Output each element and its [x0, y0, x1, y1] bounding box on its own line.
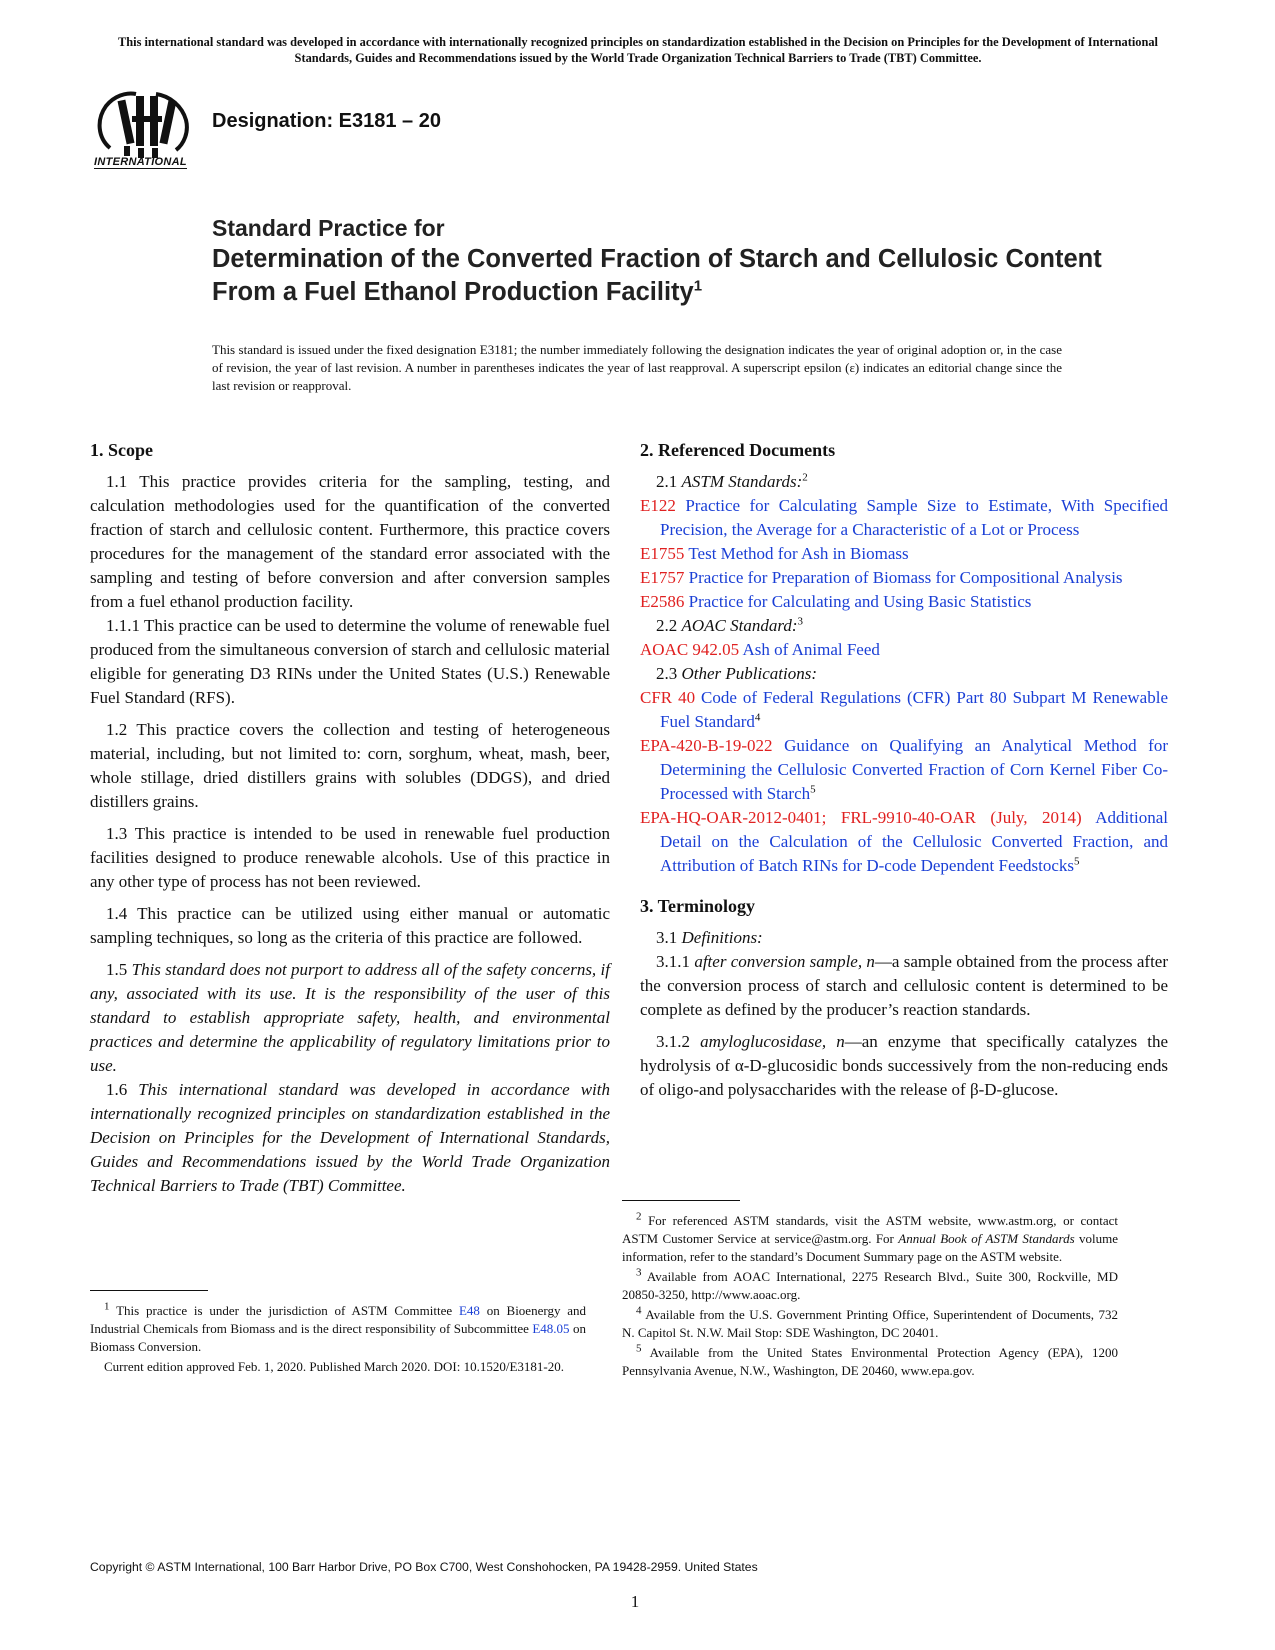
reference-footnote: 5: [1074, 855, 1080, 868]
para-1-2: 1.2 This practice covers the collection and testing of heterogeneous material, including, but not limited to: corn, sorghum, wheat, mash, beer, whole stillage, dried distillers grains with solubles (DDGS), and dried distillers grains.: [90, 720, 610, 811]
other-publications-intro: [640, 662, 1168, 686]
definitions-label: Definitions:: [681, 928, 763, 947]
edition-note: Current edition approved Feb. 1, 2020. Published March 2020. DOI: 10.1520/E3181-20.: [104, 1359, 564, 1374]
aoac-standard-intro: [640, 614, 1168, 638]
astm-intro-footnote: 2: [802, 471, 808, 484]
footnote-1: [90, 1302, 586, 1356]
footnotes-left: [90, 1302, 586, 1378]
issue-note: This standard is issued under the fixed designation E3181; the number immediately following the designation indicates the year of original adoption or, in the case of revision, the year of last revision. A number in parentheses indicates the year of last reapproval. A superscript epsilon (ε) indicates an editorial change since the last revision or reapproval.: [212, 342, 1062, 393]
title-line-2: [212, 243, 1112, 309]
reference-footnote: 4: [754, 711, 761, 724]
reference-code[interactable]: E1755: [640, 544, 685, 563]
section-heading-terminology: 3. Terminology: [640, 896, 756, 916]
footnote-mark: 1: [104, 1300, 110, 1313]
term-definition: —an enzyme that specifically catalyzes the hydrolysis of α-D-glucosidic bonds successively from the non-reducing ends of oligo-and polysaccharides with the release of β-D-glucose.: [640, 1032, 1168, 1099]
para-1-5: [90, 958, 610, 1078]
document-title: [212, 213, 1112, 309]
footnote-text: Available from AOAC International, 2275 Research Blvd., Suite 300, Rockville, MD 20850-3250, http://www.aoac.org.: [622, 1269, 1118, 1302]
footnote-text: Available from the United States Environmental Protection Agency (EPA), 1200 Pennsylvania Avenue, N.W., Washington, DE 20460, www.epa.gov.: [622, 1345, 1118, 1378]
top-notice: This international standard was developed in accordance with internationally recognized principles on standardization established in the Decision on Principles for the Development of International Standards, Guides and Recommendations issued by the World Trade Organization Technical Barriers to Trade (TBT) Committee.: [117, 35, 1159, 65]
left-column: [90, 438, 610, 1206]
reference-title[interactable]: Guidance on Qualifying an Analytical Method for Determining the Cellulosic Converted Fraction of Corn Kernel Fiber Co-Processed with Starch: [660, 736, 1168, 803]
astm-intro-label: ASTM Standards:: [681, 472, 803, 491]
para-1-1: 1.1 This practice provides criteria for the sampling, testing, and calculation methodologies used for the quantification of the converted fraction of starch and cellulosic content. Furthermore, this practice covers procedures for the management of the standard error associated with the sampling and testing of before conversion and after conversion samples from a fuel ethanol production facility.: [90, 472, 610, 611]
para-1-6-text: This international standard was developed in accordance with internationally recognized principles on standardization established in the Decision on Principles for the Development of International Standards, Guides and Recommendations issued by the World Trade Organization Technical Barriers to Trade (TBT) Committee.: [90, 1080, 610, 1195]
reference-item[interactable]: [640, 590, 1168, 614]
reference-item[interactable]: [640, 494, 1168, 542]
definitions-intro: [640, 926, 1168, 950]
title-footnote-mark: 1: [693, 277, 703, 295]
reference-code[interactable]: EPA-HQ-OAR-2012-0401; FRL-9910-40-OAR (July, 2014): [640, 808, 1082, 827]
reference-title[interactable]: Ash of Animal Feed: [742, 640, 880, 659]
footnote-divider-right: [622, 1200, 740, 1201]
reference-code[interactable]: E2586: [640, 592, 685, 611]
term-number: 3.1.2: [656, 1032, 690, 1051]
footnote-text: Available from the U.S. Government Printing Office, Superintendent of Documents, 732 N. Capitol St. N.W. Mail Stop: SDE Washington, DC 20401.: [622, 1307, 1118, 1340]
reference-title[interactable]: Practice for Calculating and Using Basic Statistics: [688, 592, 1032, 611]
page-number: 1: [630, 1592, 640, 1611]
footnote-mark: 2: [636, 1210, 642, 1223]
reference-code[interactable]: E1757: [640, 568, 685, 587]
aoac-intro-footnote: 3: [797, 615, 804, 628]
footnote-mark: 4: [636, 1304, 642, 1317]
term-number: 3.1.1: [656, 952, 690, 971]
footnote-text: on Biomass Conversion.: [90, 1321, 586, 1354]
footnote-text: This practice is under the jurisdiction of ASTM Committee: [116, 1303, 453, 1318]
term-name: after conversion sample, n: [694, 952, 875, 971]
footnote-text: on Bioenergy and Industrial Chemicals from Biomass and is the direct responsibility of Subcommittee: [90, 1303, 587, 1336]
footnote-2: [622, 1212, 1118, 1266]
term-amyloglucosidase: [640, 1030, 1168, 1102]
reference-code[interactable]: CFR 40: [640, 688, 696, 707]
designation: Designation: E3181 – 20: [212, 110, 441, 132]
committee-link[interactable]: E48: [458, 1303, 480, 1318]
footnote-5: [622, 1344, 1118, 1380]
subcommittee-link[interactable]: E48.05: [532, 1321, 570, 1336]
other-intro-number: 2.3: [656, 664, 678, 683]
para-1-3: 1.3 This practice is intended to be used in renewable fuel production facilities designed to produce renewable alcohols. Use of this practice in any other type of process has not been reviewed.: [90, 824, 610, 891]
reference-code[interactable]: AOAC 942.05: [640, 640, 740, 659]
footnote-divider-left: [90, 1290, 208, 1291]
footnotes-right: [622, 1212, 1118, 1382]
reference-title[interactable]: Practice for Calculating Sample Size to Estimate, With Specified Precision, the Average for a Characteristic of a Lot or Process: [660, 496, 1168, 539]
reference-code[interactable]: E122: [640, 496, 676, 515]
copyright-notice: Copyright © ASTM International, 100 Barr Harbor Drive, PO Box C700, West Conshohocken, PA 19428-2959. United States: [90, 1560, 758, 1574]
reference-title[interactable]: Additional Detail on the Calculation of the Cellulosic Converted Fraction, and Attribution of Batch RINs for D-code Dependent Feedstocks: [660, 808, 1168, 875]
term-name: amyloglucosidase, n: [700, 1032, 845, 1051]
aoac-intro-number: 2.2: [656, 616, 678, 635]
para-1-6: [90, 1078, 610, 1198]
reference-item[interactable]: [640, 686, 1168, 734]
reference-title[interactable]: Practice for Preparation of Biomass for Compositional Analysis: [688, 568, 1123, 587]
section-heading-scope: 1. Scope: [90, 440, 153, 460]
para-1-6-number: 1.6: [106, 1080, 128, 1099]
reference-item[interactable]: [640, 566, 1168, 590]
section-heading-referenced: 2. Referenced Documents: [640, 440, 836, 460]
aoac-intro-label: AOAC Standard:: [681, 616, 798, 635]
definitions-number: 3.1: [656, 928, 678, 947]
reference-item[interactable]: [640, 734, 1168, 806]
term-after-conversion-sample: [640, 950, 1168, 1022]
footnote-4: [622, 1306, 1118, 1342]
para-1-5-text: This standard does not purport to address all of the safety concerns, if any, associated with its use. It is the responsibility of the user of this standard to establish appropriate safety, health, and environmental practices and determine the applicability of regulatory limitations prior to use.: [90, 960, 610, 1075]
footnote-mark: 5: [636, 1342, 642, 1355]
astm-intro-number: 2.1: [656, 472, 678, 491]
other-intro-label: Other Publications:: [681, 664, 818, 683]
reference-item[interactable]: [640, 542, 1168, 566]
footnote-text: For referenced ASTM standards, visit the ASTM website, www.astm.org, or contact ASTM Customer Service at service@astm.org. For: [622, 1213, 1118, 1246]
astm-standards-intro: [640, 470, 1168, 494]
para-1-4: 1.4 This practice can be utilized using either manual or automatic sampling techniques, so long as the criteria of this practice are followed.: [90, 904, 610, 947]
term-definition: —a sample obtained from the process after the conversion process of starch and cellulosic content is determined to be complete as defined by the producer’s reaction standards.: [640, 952, 1169, 1019]
logo-text: INTERNATIONAL: [94, 156, 187, 168]
footnote-mark: 3: [636, 1266, 642, 1279]
reference-title[interactable]: Code of Federal Regulations (CFR) Part 80 Subpart M Renewable Fuel Standard: [660, 688, 1168, 731]
right-column: [640, 438, 1168, 1110]
reference-footnote: 5: [810, 783, 816, 796]
footnote-3: [622, 1268, 1118, 1304]
astm-logo: [92, 86, 202, 178]
reference-code[interactable]: EPA-420-B-19-022: [640, 736, 773, 755]
footnote-italic: Annual Book of ASTM Standards: [898, 1231, 1075, 1246]
footnote-text: volume information, refer to the standard’s Document Summary page on the ASTM website.: [622, 1231, 1119, 1264]
title-line-1: Standard Practice for: [212, 215, 445, 241]
reference-item[interactable]: [640, 638, 1168, 662]
para-1-1-1: 1.1.1 This practice can be used to determine the volume of renewable fuel produced from the simultaneous conversion of starch and cellulosic material eligible for generating D3 RINs under the United States (U.S.) Renewable Fuel Standard (RFS).: [90, 616, 610, 707]
reference-item[interactable]: [640, 806, 1168, 878]
reference-title[interactable]: Test Method for Ash in Biomass: [688, 544, 909, 563]
title-main: Determination of the Converted Fraction of Starch and Cellulosic Content From a Fuel Ethanol Production Facility: [212, 245, 1102, 306]
para-1-5-number: 1.5: [106, 960, 128, 979]
